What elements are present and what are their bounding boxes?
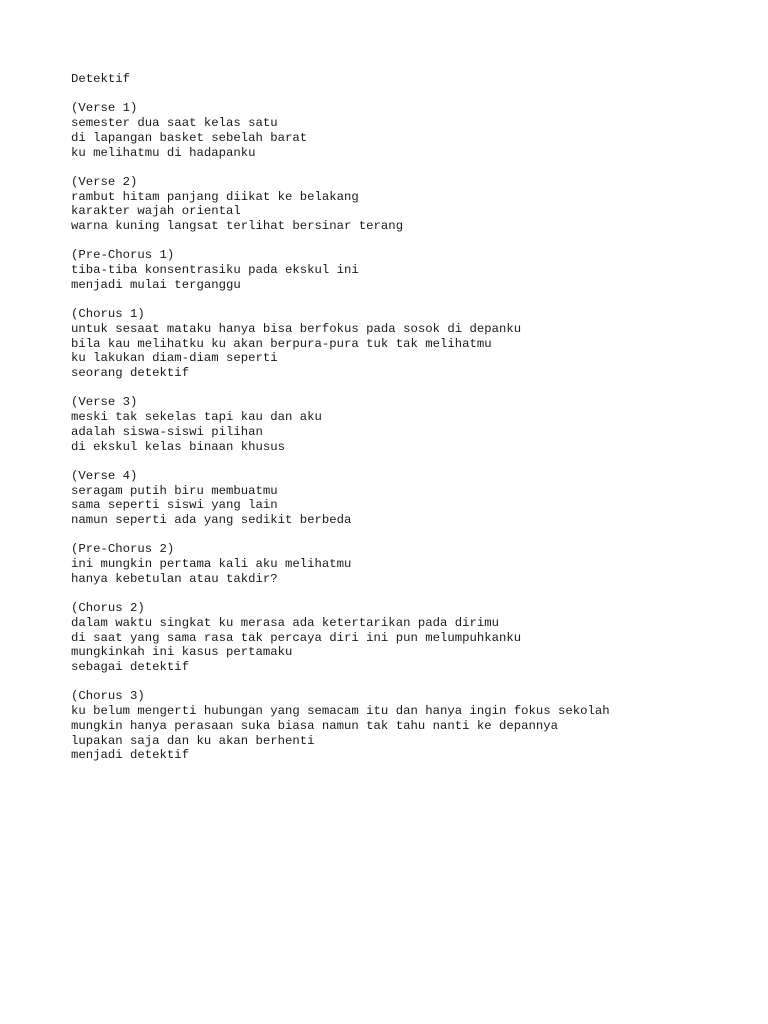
lyric-line: mungkin hanya perasaan suka biasa namun tak tahu nanti ke depannya (71, 718, 559, 733)
document-title: Detektif (71, 72, 131, 86)
stanza-label: (Verse 4) (71, 468, 138, 483)
lyric-line: ini mungkin pertama kali aku melihatmu (71, 557, 352, 572)
stanza-label: (Pre-Chorus 2) (71, 542, 175, 557)
stanza-pre-chorus-1 (71, 248, 731, 292)
stanza-chorus-2 (71, 601, 731, 675)
lyric-line: menjadi detektif (71, 748, 190, 763)
lyric-line: adalah siswa-siswi pilihan (71, 424, 263, 439)
lyric-line: mungkinkah ini kasus pertamaku (71, 645, 293, 660)
lyric-line: ku belum mengerti hubungan yang semacam itu dan hanya ingin fokus sekolah (71, 704, 610, 719)
stanza-verse-1 (71, 101, 731, 160)
lyric-line: karakter wajah oriental (71, 204, 241, 219)
lyric-line: ku melihatmu di hadapanku (71, 145, 256, 160)
lyric-line: lupakan saja dan ku akan berhenti (71, 733, 315, 748)
lyric-line: namun seperti ada yang sedikit berbeda (71, 513, 352, 527)
lyric-line: seorang detektif (71, 366, 190, 380)
lyric-line: di saat yang sama rasa tak percaya diri ini pun melumpuhkanku (71, 630, 522, 645)
lyric-line: warna kuning langsat terlihat bersinar terang (71, 219, 404, 233)
lyric-line: di lapangan basket sebelah barat (71, 130, 308, 145)
lyric-line: rambut hitam panjang diikat ke belakang (71, 189, 359, 204)
lyric-line: sebagai detektif (71, 660, 190, 674)
lyric-line: hanya kebetulan atau takdir? (71, 571, 278, 586)
lyrics-document (71, 72, 731, 778)
stanza-label: (Verse 3) (71, 395, 138, 410)
stanza-chorus-3 (71, 689, 731, 763)
stanza-pre-chorus-2 (71, 542, 731, 586)
lyric-line: bila kau melihatku ku akan berpura-pura tuk tak melihatmu (71, 336, 492, 351)
stanza-chorus-1 (71, 307, 731, 381)
stanza-label: (Verse 2) (71, 174, 138, 189)
stanza-verse-2 (71, 175, 731, 234)
lyric-line: untuk sesaat mataku hanya bisa berfokus pada sosok di depanku (71, 321, 522, 336)
lyric-line: tiba-tiba konsentrasiku pada ekskul ini (71, 263, 359, 278)
lyric-line: seragam putih biru membuatmu (71, 483, 278, 498)
lyric-line: menjadi mulai terganggu (71, 277, 241, 292)
stanza-label: (Chorus 1) (71, 307, 145, 322)
lyric-line: sama seperti siswi yang lain (71, 498, 278, 513)
stanza-label: (Pre-Chorus 1) (71, 248, 175, 263)
stanza-verse-4 (71, 469, 731, 528)
lyric-line: meski tak sekelas tapi kau dan aku (71, 410, 322, 425)
lyric-line: di ekskul kelas binaan khusus (71, 439, 286, 454)
lyric-line: semester dua saat kelas satu (71, 116, 278, 131)
stanza-verse-3 (71, 395, 731, 454)
stanza-label: (Chorus 2) (71, 601, 145, 616)
lyric-line: ku lakukan diam-diam seperti (71, 351, 278, 366)
stanza-label: (Chorus 3) (71, 689, 145, 704)
lyric-line: dalam waktu singkat ku merasa ada ketertarikan pada dirimu (71, 615, 500, 630)
stanza-label: (Verse 1) (71, 101, 138, 116)
